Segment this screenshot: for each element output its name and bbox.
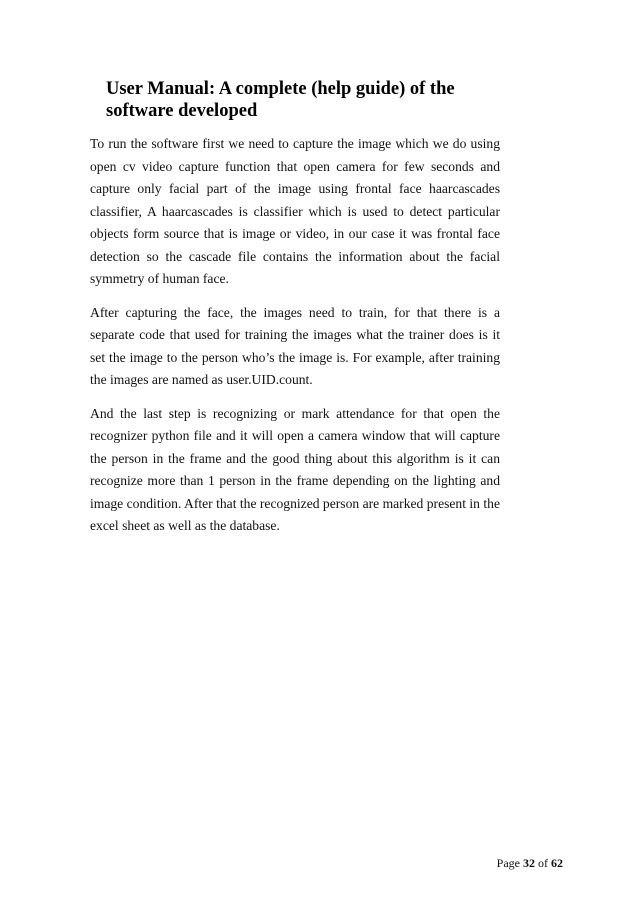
page-number: 32 (523, 856, 535, 870)
paragraph-training: After capturing the face, the images need to train, for that there is a separate code that used for training the images what the trainer does is it set the image to the person who’s the image is. For example, after training the images are named as user.UID.count. (90, 304, 500, 387)
page-footer (497, 856, 563, 870)
body-text (90, 133, 500, 549)
paragraph-capture: To run the software first we need to capture the image which we do using open cv video capture function that open camera for few seconds and capture only facial part of the image using frontal face haarcascades classifier, A haarcascades is classifier which is used to detect particular objects form source that is image or video, in our case it was frontal face detection so the cascade file contains the information about the facial symmetry of human face. (90, 136, 500, 286)
paragraph-recognition: And the last step is recognizing or mark attendance for that open the recognizer python file and it will open a camera window that will capture the person in the frame and the good thing about this algorithm is it can recognize more than 1 person in the frame depending on the lighting and image condition. After that the recognized person are marked present in the excel sheet as well as the database. (90, 405, 500, 533)
of-label: of (538, 856, 548, 870)
total-pages: 62 (551, 856, 563, 870)
section-heading: User Manual: A complete (help guide) of the software developed (106, 79, 455, 121)
page-label: Page (496, 856, 520, 870)
